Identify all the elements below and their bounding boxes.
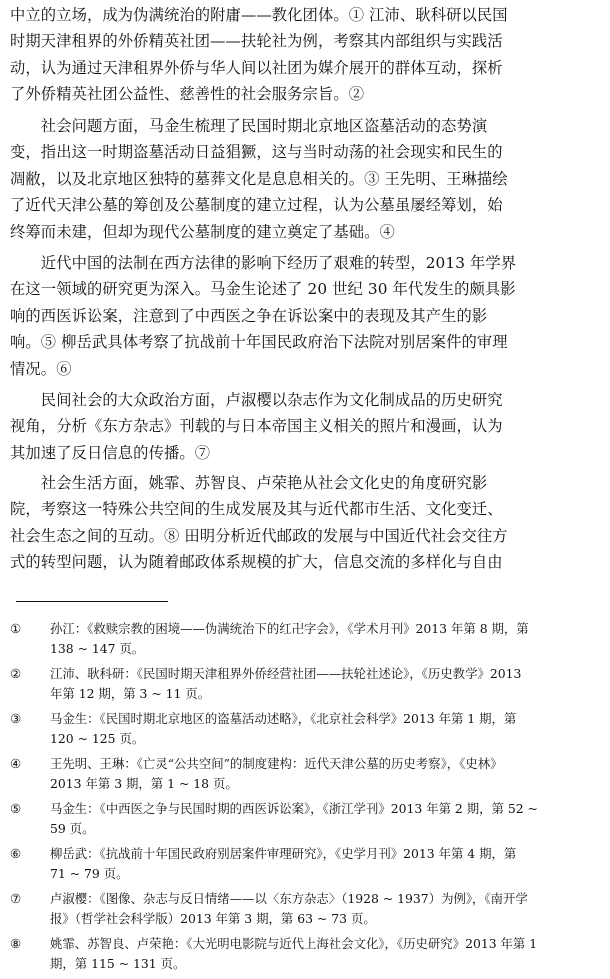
footnote-number: ⑤ <box>10 801 22 816</box>
footnote-item <box>10 619 606 658</box>
body-paragraph-2: 社会问题方面，马金生梳理了民国时期北京地区盗墓活动的态势演 变，指出这一时期盗墓活动日益猖獗，这与当时动荡的社会现实和民生的 凋敝，以及北京地区独特的墓葬文化是息息相关的。③ 王先明、王琳描绘 了近代天津公墓的筹创及公墓制度的建立过程，认为公墓虽屡经筹划，始 终筹而未建，但却为现代公墓制度的建立奠定了基础。④ <box>10 117 508 241</box>
footnote-item <box>10 889 606 928</box>
footnote-text: 江沛、耿科研：《民国时期天津租界外侨经营社团——扶轮社述论》，《历史教学》2013 年第 12 期，第 3 ~ 11 页。 <box>50 666 522 701</box>
footnote-text: 马金生：《民国时期北京地区的盗墓活动述略》，《北京社会科学》2013 年第 1 期，第 120 ~ 125 页。 <box>50 711 517 746</box>
footnotes <box>10 619 606 979</box>
footnote-number: ① <box>10 621 22 636</box>
footnote-item <box>10 754 606 793</box>
footnote-item <box>10 664 606 703</box>
footnote-text: 姚霏、苏智良、卢荣艳：《大光明电影院与近代上海社会文化》，《历史研究》2013 年第 1 期，第 115 ~ 131 页。 <box>50 936 538 971</box>
footnote-number: ③ <box>10 711 22 726</box>
footnote-item <box>10 709 606 748</box>
footnote-number: ⑥ <box>10 846 22 861</box>
footnote-number: ② <box>10 666 22 681</box>
body-paragraph-3: 近代中国的法制在西方法律的影响下经历了艰难的转型，2013 年学界 在这一领域的研究更为深入。马金生论述了 20 世纪 30 年代发生的颇具影 响的西医诉讼案，注意到了中西医之争在诉讼案中的表现及其产生的影 响。⑤ 柳岳武具体考察了抗战前十年国民政府治下法院对别居案件的审理 情况。⑥ <box>10 254 517 378</box>
body-paragraph-4: 民间社会的大众政治方面，卢淑樱以杂志作为文化制成品的历史研究 视角，分析《东方杂志》刊载的与日本帝国主义相关的照片和漫画，认为 其加速了反日信息的传播。⑦ <box>10 391 503 462</box>
footnote-item <box>10 799 606 838</box>
body-paragraph-1: 中立的立场，成为伪满统治的附庸——教化团体。① 江沛、耿科研以民国 时期天津租界的外侨精英社团——扶轮社为例，考察其内部组织与实践活 动，认为通过天津租界外侨与华人间以社团为媒介展开的群体互动，探析 了外侨精英社团公益性、慈善性的社会服务宗旨。② <box>10 6 508 104</box>
footnote-text: 柳岳武：《抗战前十年国民政府别居案件审理研究》，《史学月刊》2013 年第 4 期，第 71 ~ 79 页。 <box>50 846 517 881</box>
footnote-text: 马金生：《中西医之争与民国时期的西医诉讼案》，《浙江学刊》2013 年第 2 期，第 52 ~ 59 页。 <box>50 801 538 836</box>
footnote-number: ⑦ <box>10 891 22 906</box>
footnote-item <box>10 844 606 883</box>
footnote-item <box>10 934 606 973</box>
footnote-number: ⑧ <box>10 936 22 951</box>
footnote-number: ④ <box>10 756 22 771</box>
footnote-text: 孙江：《救赎宗教的困境——伪满统治下的红卍字会》，《学术月刊》2013 年第 8 期，第 138 ~ 147 页。 <box>50 621 529 656</box>
body-paragraph-5: 社会生活方面，姚霏、苏智良、卢荣艳从社会文化史的角度研究影 院，考察这一特殊公共空间的生成发展及其与近代都市生活、文化变迁、 社会生态之间的互动。⑧ 田明分析近代邮政的发展与中国近代社会交往方 式的转型问题，认为随着邮政体系规模的扩大，信息交流的多样化与自由 <box>10 474 508 572</box>
footnote-text: 王先明、王琳：《亡灵“公共空间”的制度建构：近代天津公墓的历史考察》，《史林》 2013 年第 3 期，第 1 ~ 18 页。 <box>50 756 503 791</box>
footnote-divider <box>16 601 168 602</box>
footnote-text: 卢淑樱：《图像、杂志与反日情绪——以〈东方杂志〉（1928 ~ 1937）为例》，《南开学 报》（哲学社会科学版）2013 年第 3 期，第 63 ~ 73 页。 <box>50 891 528 926</box>
